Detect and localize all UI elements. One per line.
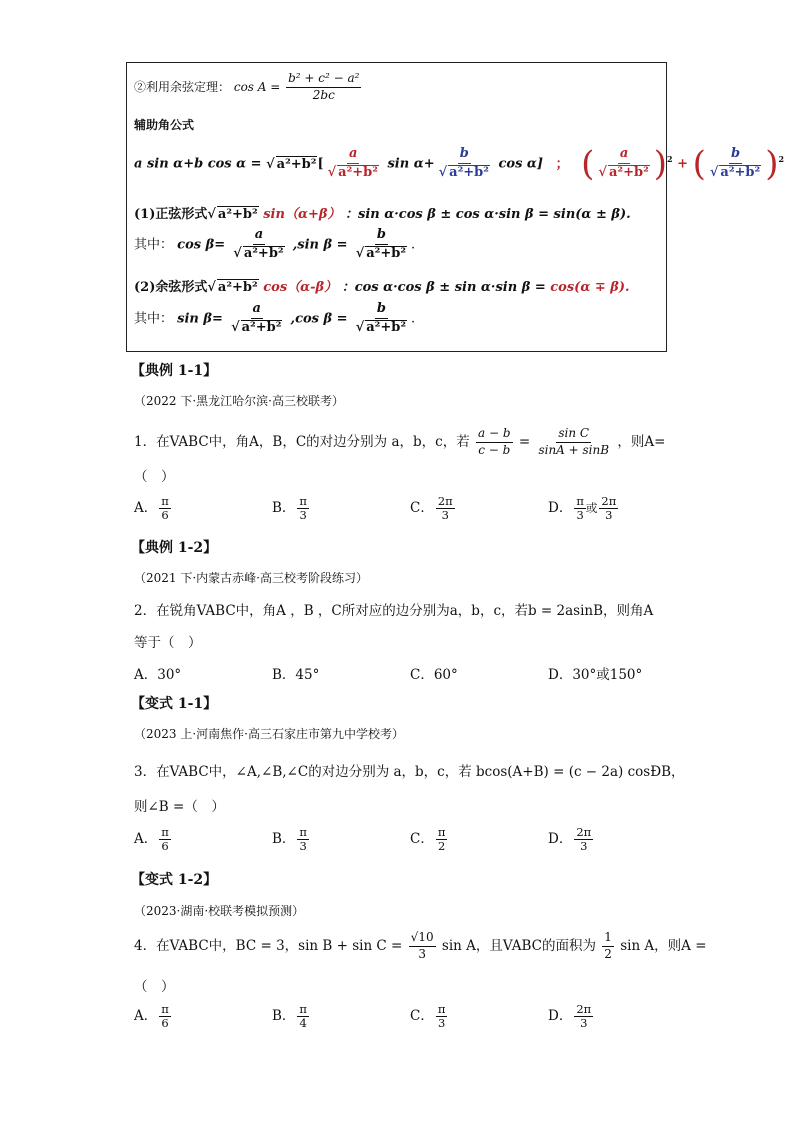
ex1-option-d-num2: 2π [601, 494, 617, 508]
ex1-frac1-num: a − b [476, 427, 513, 443]
where2-period: . [411, 311, 416, 327]
ex1-option-d-num1: π [576, 494, 584, 508]
ex1-option-d-label: D． [548, 500, 573, 517]
coef-a-num: a [347, 147, 359, 164]
where1-period: . [411, 237, 416, 253]
var2-frac2-den: 2 [604, 946, 612, 961]
var2-frac1-den: 3 [418, 946, 426, 961]
aux-formula-line: a sin α+b cos α = √ a²+b²[ a √ a²+b² sin α+ b √ a²+b² cos α] ； ( a √ a²+b² )$^2$ + ( b √ a²+b² )$^2$ [134, 147, 784, 181]
where2-frac-b-den: a²+b² [366, 319, 407, 335]
cos-rule-lhs: cos A = [233, 79, 281, 94]
var2-question-text-a: 4．在VABC中，BC = 3，sin B + sin C = [134, 937, 403, 954]
ex1-option-d-den2: 3 [605, 508, 613, 523]
where2-cos: ,cos β = [290, 311, 348, 327]
var1-option-a[interactable] [134, 826, 171, 853]
var1-option-b-label: B． [272, 831, 296, 848]
ex1-frac1-den: c − b [478, 442, 511, 457]
ex2-option-d[interactable]: D．30°或150° [548, 667, 643, 683]
ex1-option-c[interactable] [410, 495, 455, 522]
var2-option-d-num: 2π [576, 1002, 592, 1016]
var2-option-a-den: 6 [161, 1016, 169, 1031]
ex1-frac1 [476, 427, 513, 458]
cos-rule-label: ②利用余弦定理： [134, 79, 231, 94]
cos-form-line [134, 276, 630, 295]
where2-frac-b-num: b [375, 302, 388, 319]
square-b-exp: 2 [778, 154, 785, 165]
var2-option-b-num: π [299, 1002, 307, 1016]
sqrt-symbol [266, 157, 275, 172]
sine-form-expr: ：sin α·cos β ± cos α·sin β = sin(α ± β). [345, 207, 631, 222]
var1-question-line2: 则∠B =（ ） [134, 799, 225, 815]
ex1-frac2-den: sinA + sinB [538, 442, 610, 457]
var2-question-text-b: sin A，且VABC的面积为 [441, 937, 596, 954]
ex1-option-a-num: π [161, 494, 169, 508]
where1-line [134, 228, 415, 262]
var1-question-line1: 3．在VABC中，∠A,∠B,∠C的对边分别为 a，b，c，若 bcos(A+B) = (c − 2a) cosÐB， [134, 764, 685, 780]
var2-option-c-label: C． [410, 1008, 434, 1025]
where1-frac-a [231, 228, 286, 262]
cos-form-func: cos（α-β） [263, 280, 338, 295]
where2-frac-a-num: a [251, 302, 263, 319]
var2-option-c-den: 3 [437, 1016, 446, 1031]
var1-option-c-num: π [437, 825, 446, 839]
left-paren-a: ( [581, 144, 595, 184]
where1-frac-a-num: a [253, 228, 265, 245]
where2-frac-a [229, 302, 284, 336]
sine-form-label: (1)正弦形式 [134, 207, 208, 222]
var2-option-a-num: π [161, 1002, 169, 1016]
var2-option-a-label: A． [134, 1008, 158, 1025]
coef-b-fraction [437, 147, 492, 181]
plus-sign: + [677, 156, 689, 172]
where1-frac-a-den: a²+b² [243, 245, 284, 261]
square-a-fraction [596, 147, 651, 181]
right-paren-a: ) [653, 144, 668, 184]
var2-question [134, 931, 707, 962]
var2-option-b-den: 4 [299, 1016, 307, 1031]
ex1-option-b-den: 3 [299, 508, 307, 523]
ex1-question-text-b: ，则A= [617, 433, 666, 450]
ex1-eq: = [518, 433, 531, 450]
where1-cos: cos β= [177, 237, 226, 253]
ex2-source: （2021 下·内蒙古赤峰·高三校考阶段练习） [134, 571, 368, 585]
ex1-option-a[interactable] [134, 495, 171, 522]
var2-option-a[interactable] [134, 1003, 171, 1030]
cos-rule-numerator: b² + c² − a² [286, 72, 361, 88]
var2-option-b-label: B． [272, 1008, 296, 1025]
where1-frac-b [354, 228, 409, 262]
radicand: a²+b² [276, 156, 317, 172]
var1-source: （2023 上·河南焦作·高三石家庄市第九中学校考） [134, 727, 404, 741]
cos-form-label: (2)余弦形式 [134, 280, 208, 295]
ex1-question [134, 427, 665, 458]
ex1-option-b-num: π [299, 494, 307, 508]
coef-b-den: a²+b² [449, 165, 489, 180]
var2-frac1-num: √10 [409, 931, 436, 947]
var2-option-d[interactable] [548, 1003, 593, 1030]
sin-alpha-term: sin α+ [387, 156, 435, 172]
ex1-option-c-label: C． [410, 500, 434, 517]
var1-option-d[interactable] [548, 826, 593, 853]
coef-a-fraction [326, 147, 381, 181]
var1-option-c[interactable] [410, 826, 447, 853]
var1-option-b[interactable] [272, 826, 309, 853]
ex1-source: （2022 下·黑龙江哈尔滨·高三校联考） [134, 394, 344, 408]
ex1-option-d[interactable] [548, 495, 618, 522]
ex1-option-c-num: 2π [437, 494, 453, 508]
var2-question-text-c: sin A，则A = [620, 937, 707, 954]
ex2-option-a[interactable]: A．30° [134, 667, 182, 683]
square-a-den: a²+b² [608, 165, 649, 180]
right-paren-b: ) [765, 144, 779, 184]
ex1-option-c-den: 3 [441, 508, 449, 523]
ex2-option-b[interactable]: B．45° [272, 667, 320, 683]
var2-frac1 [409, 931, 436, 962]
var2-frac2-num: 1 [602, 931, 614, 947]
cos-rule-denominator: 2bc [312, 87, 335, 102]
cos-form-expr-b: cos(α ∓ β). [550, 280, 630, 295]
ex1-heading: 【典例 1-1】 [131, 363, 218, 379]
cos-form-radicand: a²+b² [217, 280, 258, 295]
where2-frac-b [354, 302, 409, 336]
var1-option-c-label: C． [410, 831, 434, 848]
var2-source: （2023·湖南·校联考模拟预测） [134, 904, 305, 918]
coef-b-num: b [458, 147, 471, 164]
var2-paren: （ ） [134, 979, 175, 995]
var1-option-b-den: 3 [299, 839, 307, 854]
where2-sin: sin β= [177, 311, 223, 327]
var2-option-d-label: D． [548, 1008, 573, 1025]
sine-form-line [134, 203, 631, 222]
ex1-option-b[interactable] [272, 495, 309, 522]
var1-option-a-den: 6 [161, 839, 169, 854]
ex1-option-a-den: 6 [161, 508, 169, 523]
where1-frac-b-den: a²+b² [366, 245, 407, 261]
sine-form-radicand: a²+b² [217, 207, 258, 222]
cos-rule-fraction [286, 72, 361, 103]
var1-option-c-den: 2 [437, 839, 446, 854]
square-a-num: a [618, 147, 630, 164]
var1-heading: 【变式 1-1】 [131, 696, 218, 712]
ex1-question-text-a: 1．在VABC中，角A，B，C的对边分别为 a，b，c，若 [134, 433, 470, 450]
square-b-fraction [708, 147, 763, 181]
ex1-option-d-or: 或 [585, 501, 598, 516]
var2-option-b[interactable] [272, 1003, 309, 1030]
var2-option-c[interactable] [410, 1003, 447, 1030]
var1-option-a-num: π [161, 825, 169, 839]
var2-frac2 [602, 931, 614, 962]
cos-form-expr-a: ：cos α·cos β ± sin α·sin β = [341, 280, 551, 295]
where1-sin: ,sin β = [292, 237, 348, 253]
square-b-den: a²+b² [720, 165, 761, 180]
where2-label: 其中： [134, 311, 174, 327]
where1-frac-b-num: b [375, 228, 388, 245]
square-b-num: b [729, 147, 742, 164]
var2-option-d-den: 3 [580, 1016, 588, 1031]
coef-a-den: a²+b² [338, 165, 378, 180]
var1-option-a-label: A． [134, 831, 158, 848]
square-a-exp: 2 [667, 154, 673, 165]
var1-option-d-label: D． [548, 831, 573, 848]
aux-formula-lhs: a sin α+b cos α = [134, 156, 262, 172]
ex1-option-d-den1: 3 [576, 508, 584, 523]
var1-option-d-num: 2π [576, 825, 592, 839]
left-paren-b: ( [692, 144, 706, 184]
var1-option-b-num: π [299, 825, 307, 839]
semicolon: ； [555, 156, 569, 172]
aux-angle-title: 辅助角公式 [134, 118, 195, 132]
ex1-frac2 [536, 427, 611, 458]
sine-form-func: sin（α+β） [263, 207, 341, 222]
ex1-option-a-label: A． [134, 500, 158, 517]
where1-label: 其中： [134, 237, 174, 253]
ex2-option-c[interactable]: C．60° [410, 667, 458, 683]
where2-line [134, 302, 415, 336]
ex1-paren: （ ） [134, 469, 175, 485]
ex2-question-line2: 等于（ ） [134, 635, 202, 651]
ex2-question-line1: 2．在锐角VABC中，角A ，B ，C所对应的边分别为a，b，c，若b = 2asinB，则角A [134, 603, 654, 619]
where2-frac-a-den: a²+b² [241, 319, 282, 335]
var2-heading: 【变式 1-2】 [131, 872, 218, 888]
ex2-heading: 【典例 1-2】 [131, 540, 218, 556]
ex1-frac2-num: sin C [556, 427, 591, 443]
ex1-option-b-label: B． [272, 500, 296, 517]
var2-option-c-num: π [437, 1002, 446, 1016]
cos-rule-line [134, 72, 363, 103]
var1-option-d-den: 3 [580, 839, 588, 854]
cos-alpha-term: cos α] [498, 156, 544, 172]
